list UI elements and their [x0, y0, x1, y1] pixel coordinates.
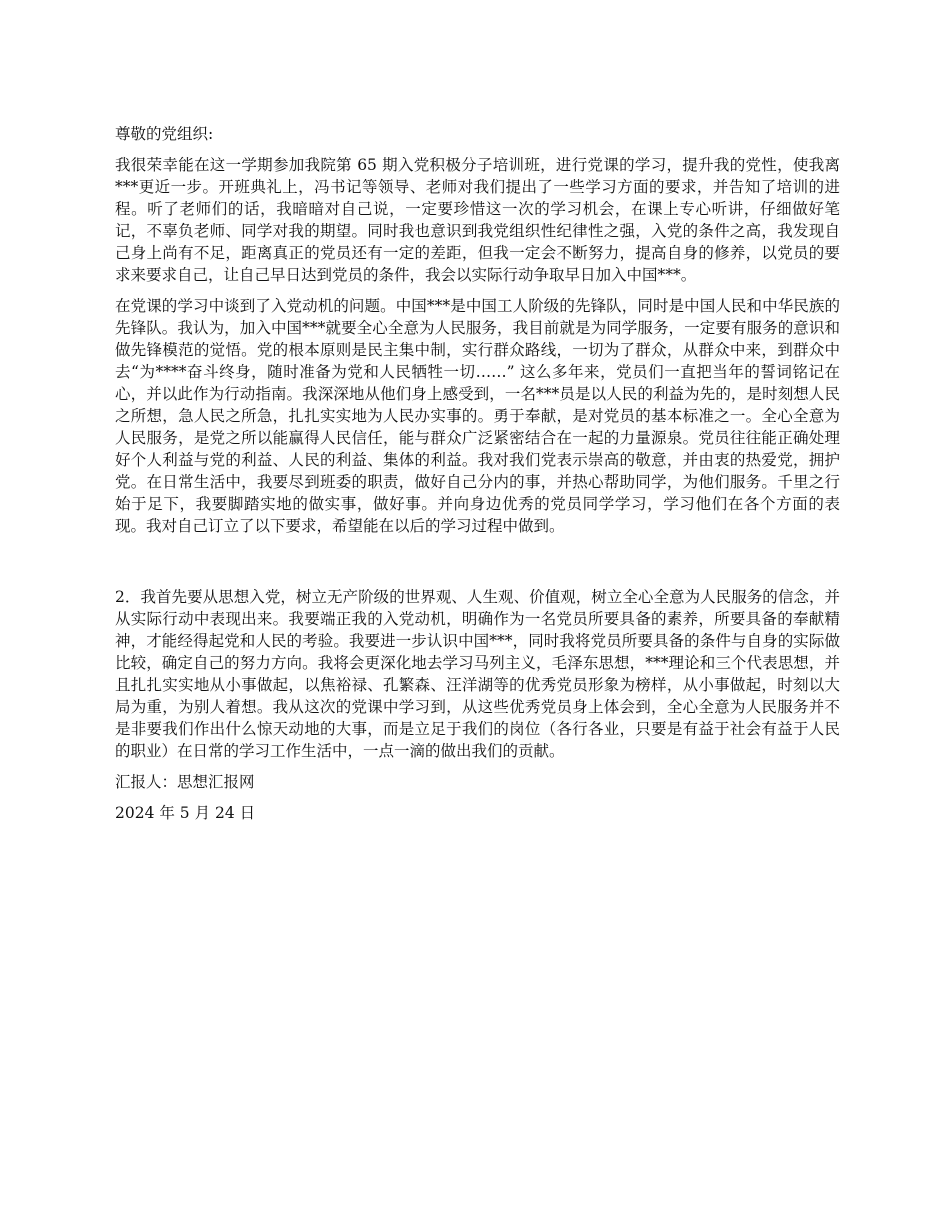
salutation: 尊敬的党组织: [115, 125, 214, 143]
report-date: 2024 年 5 月 24 日 [115, 804, 256, 822]
paragraph-2: 在党课的学习中谈到了入党动机的问题。中国***是中国工人阶级的先锋队，同时是中国人民和中华民族的先锋队。我认为，加入中国***就要全心全意为人民服务，我目前就是为同学服务，一定要有服务的意识和做先锋模范的觉悟。党的根本原则是民主集中制，实行群众路线，一切为了群众，从群众中来，到群众中去“为****奋斗终身，随时准备为党和人民牺牲一切……” 这么多年来，党员们一直把当年的誓词铭记在心，并以此作为行动指南。我深深地从他们身上感受到，一名***员是以人民的利益为先的，是时刻想人民之所想，急人民之所急，扎扎实实地为人民办实事的。勇于奉献，是对党员的基本标准之一。全心全意为人民服务，是党之所以能赢得人民信任，能与群众广泛紧密结合在一起的力量源泉。党员往往能正确处理好个人利益与党的利益、人民的利益、集体的利益。我对我们党表示崇高的敬意，并由衷的热爱党，拥护党。在日常生活中，我要尽到班委的职责，做好自己分内的事，并热心帮助同学，为他们服务。千里之行始于足下，我要脚踏实地的做实事，做好事。并向身边优秀的党员同学学习，学习他们在各个方面的表现。我对自己订立了以下要求，希望能在以后的学习过程中做到。 [115, 297, 840, 535]
paragraph-3: 2．我首先要从思想入党，树立无产阶级的世界观、人生观、价值观，树立全心全意为人民服务的信念，并从实际行动中表现出来。我要端正我的入党动机，明确作为一名党员所要具备的素养，所要具备的奉献精神，才能经得起党和人民的考验。我要进一步认识中国***，同时我将党员所要具备的条件与自身的实际做比较，确定自己的努力方向。我将会更深化地去学习马列主义，毛泽东思想，***理论和三个代表思想，并且扎扎实实地从小事做起，以焦裕禄、孔繁森、汪洋湖等的优秀党员形象为榜样，从小事做起，时刻以大局为重，为别人着想。我从这次的党课中学习到，从这些优秀党员身上体会到，全心全意为人民服务并不是非要我们作出什么惊天动地的大事，而是立足于我们的岗位（各行各业，只要是有益于社会有益于人民的职业）在日常的学习工作生活中，一点一滴的做出我们的贡献。 [115, 588, 840, 760]
paragraph-1: 我很荣幸能在这一学期参加我院第 65 期入党积极分子培训班，进行党课的学习，提升我的党性，使我离***更近一步。开班典礼上，冯书记等领导、老师对我们提出了一些学习方面的要求，并告知了培训的进程。听了老师们的话，我暗暗对自己说，一定要珍惜这一次的学习机会，在课上专心听讲，仔细做好笔记，不辜负老师、同学对我的期望。同时我也意识到我党组织性纪律性之强，入党的条件之高，我发现自己身上尚有不足，距离真正的党员还有一定的差距，但我一定会不断努力，提高自身的修养，以党员的要求来要求自己，让自己早日达到党员的条件，我会以实际行动争取早日加入中国***。 [115, 156, 840, 284]
blank-gap [115, 546, 840, 586]
document-page [115, 123, 840, 824]
signature: 汇报人：思想汇报网 [115, 773, 255, 791]
